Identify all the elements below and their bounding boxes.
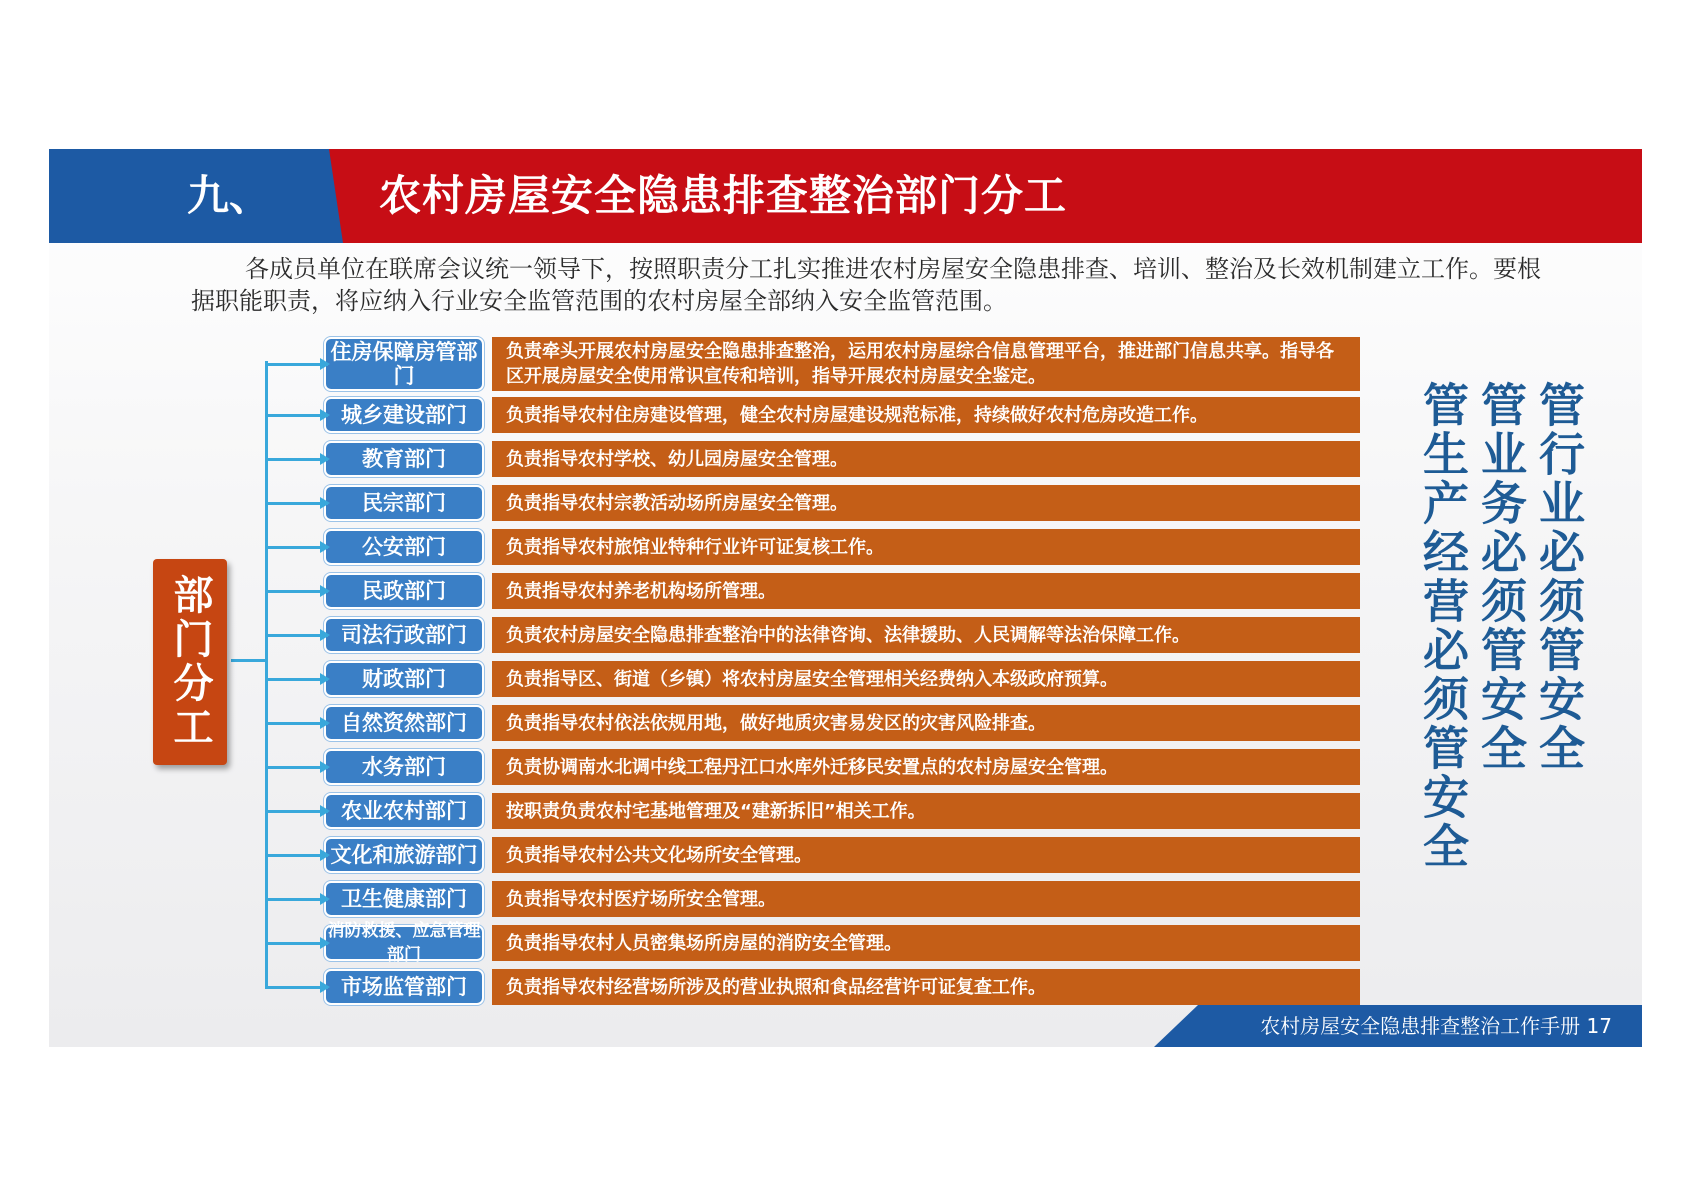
connector-arrow [268, 458, 328, 461]
connector-arrow [268, 854, 328, 857]
connector-arrow [268, 502, 328, 505]
department-name: 城乡建设部门 [324, 397, 484, 433]
department-duty: 负责牵头开展农村房屋安全隐患排查整治，运用农村房屋综合信息管理平台，推进部门信息共享。指导各区开展房屋安全使用常识宣传和培训，指导开展农村房屋安全鉴定。 [492, 337, 1360, 391]
connector-arrow [268, 590, 328, 593]
department-row [324, 485, 1393, 521]
connector-stub [231, 659, 265, 662]
connector-arrow [268, 678, 328, 681]
department-row [324, 617, 1393, 653]
department-row [324, 969, 1393, 1005]
department-duty: 负责指导农村人员密集场所房屋的消防安全管理。 [492, 925, 1360, 961]
department-row [324, 881, 1393, 917]
department-name: 水务部门 [324, 749, 484, 785]
department-name: 公安部门 [324, 529, 484, 565]
department-row [324, 705, 1393, 741]
page-title: 农村房屋安全隐患排查整治部门分工 [379, 171, 1068, 220]
slogan: 管生产经营必须管安全 [1416, 381, 1470, 871]
connector-arrow [268, 766, 328, 769]
department-duty: 负责指导农村公共文化场所安全管理。 [492, 837, 1360, 873]
department-name: 自然资然部门 [324, 705, 484, 741]
department-duty: 负责农村房屋安全隐患排查整治中的法律咨询、法律援助、人民调解等法治保障工作。 [492, 617, 1360, 653]
connector-arrow [268, 722, 328, 725]
department-row [324, 529, 1393, 565]
department-name: 民宗部门 [324, 485, 484, 521]
department-name: 教育部门 [324, 441, 484, 477]
department-duty: 负责指导农村旅馆业特种行业许可证复核工作。 [492, 529, 1360, 565]
department-duty: 负责协调南水北调中线工程丹江口水库外迁移民安置点的农村房屋安全管理。 [492, 749, 1360, 785]
slogan: 管行业必须管安全 [1532, 381, 1586, 773]
department-duty: 负责指导农村住房建设管理，健全农村房屋建设规范标准，持续做好农村危房改造工作。 [492, 397, 1360, 433]
intro-paragraph: 各成员单位在联席会议统一领导下，按照职责分工扎实推进农村房屋安全隐患排查、培训、整治及长效机制建立工作。要根据职能职责，将应纳入行业安全监管范围的农村房屋全部纳入安全监管范围。 [191, 255, 1541, 315]
department-name: 财政部门 [324, 661, 484, 697]
department-row [324, 661, 1393, 697]
department-name: 民政部门 [324, 573, 484, 609]
department-row [324, 441, 1393, 477]
section-number: 九、 [187, 171, 272, 220]
section-label: 部门分工 [153, 559, 227, 765]
department-duty: 按职责负责农村宅基地管理及“建新拆旧”相关工作。 [492, 793, 1360, 829]
connector-trunk [265, 361, 268, 989]
slide [49, 149, 1642, 1047]
department-duty: 负责指导区、街道（乡镇）将农村房屋安全管理相关经费纳入本级政府预算。 [492, 661, 1360, 697]
department-name: 文化和旅游部门 [324, 837, 484, 873]
department-row [324, 921, 1393, 965]
department-row [324, 337, 1393, 391]
connector-arrow [268, 942, 328, 945]
department-duty: 负责指导农村医疗场所安全管理。 [492, 881, 1360, 917]
connector-arrow [268, 634, 328, 637]
department-row [324, 573, 1393, 609]
department-duty: 负责指导农村经营场所涉及的营业执照和食品经营许可证复查工作。 [492, 969, 1360, 1005]
department-row [324, 793, 1393, 829]
department-name: 消防救援、应急管理部门 [324, 925, 484, 961]
department-row [324, 749, 1393, 785]
department-duty: 负责指导农村学校、幼儿园房屋安全管理。 [492, 441, 1360, 477]
connector-arrow [268, 414, 328, 417]
footer-text: 农村房屋安全隐患排查整治工作手册 17 [1260, 1014, 1612, 1038]
connector-arrow [268, 363, 328, 366]
department-name: 住房保障房管部门 [324, 337, 484, 391]
department-duty: 负责指导农村依法依规用地，做好地质灾害易发区的灾害风险排查。 [492, 705, 1360, 741]
connector-arrow [268, 810, 328, 813]
connector-arrow [268, 546, 328, 549]
connector-arrow [268, 986, 328, 989]
department-name: 农业农村部门 [324, 793, 484, 829]
department-row [324, 837, 1393, 873]
department-duty: 负责指导农村宗教活动场所房屋安全管理。 [492, 485, 1360, 521]
slogan: 管业务必须管安全 [1474, 381, 1528, 773]
slogans [1416, 381, 1586, 871]
department-name: 市场监管部门 [324, 969, 484, 1005]
department-row [324, 397, 1393, 433]
connector-arrow [268, 898, 328, 901]
department-name: 卫生健康部门 [324, 881, 484, 917]
department-duty: 负责指导农村养老机构场所管理。 [492, 573, 1360, 609]
department-name: 司法行政部门 [324, 617, 484, 653]
